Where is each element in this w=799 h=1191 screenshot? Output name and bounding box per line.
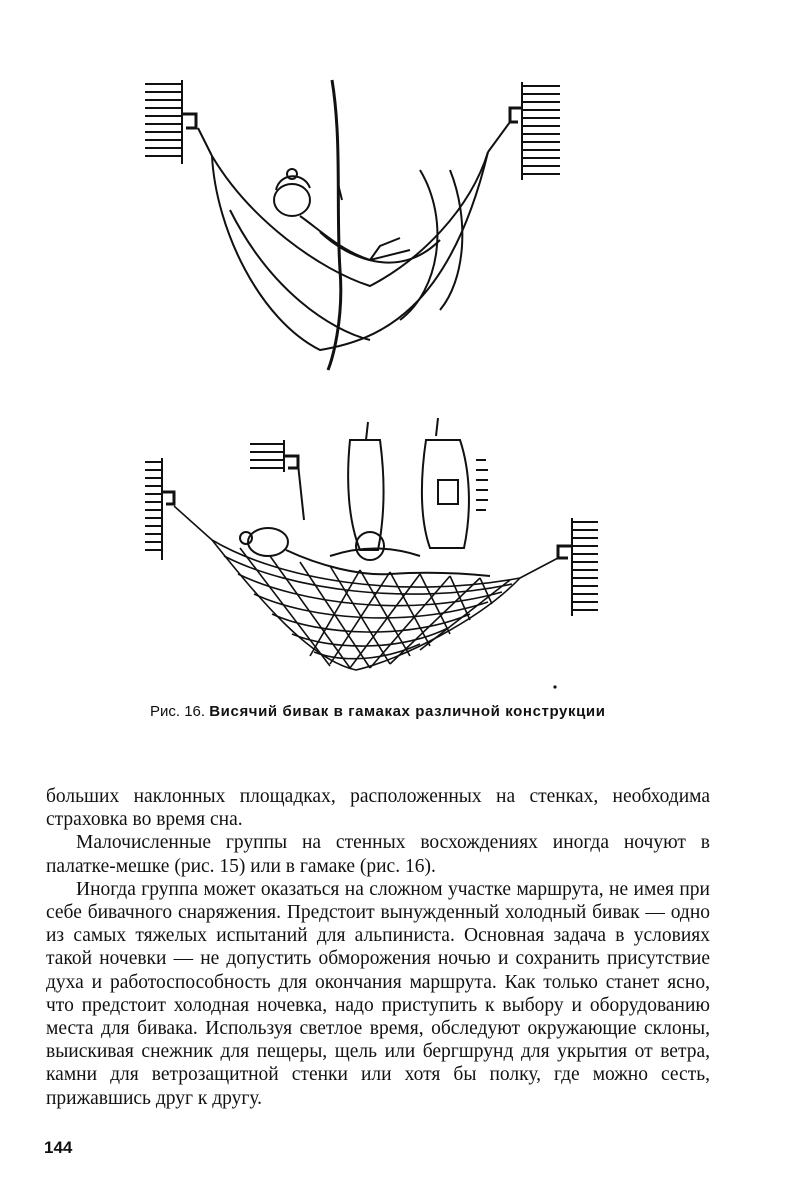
- top-left-wall: [145, 80, 182, 164]
- caption-label: Рис. 16.: [150, 703, 206, 720]
- net-hammock: [174, 506, 558, 670]
- paragraph-2: Малочисленные группы на стенных восхождениях иногда ночуют в палатке-мешке (рис. 15) или в гамаке (рис. 16).: [46, 832, 710, 877]
- body-text: [46, 785, 710, 1110]
- climber-figure-net: [240, 528, 490, 576]
- hammock-bivouac-illustration: [120, 60, 680, 700]
- bottom-right-wall: [572, 518, 598, 616]
- figure-caption: [150, 703, 620, 721]
- figure-16: [120, 60, 680, 700]
- fabric-hammock: [198, 122, 510, 350]
- hanging-rucksacks: [298, 418, 488, 560]
- bottom-left-wall: [145, 458, 162, 560]
- paragraph-1: больших наклонных площадках, расположенных на стенках, необходима страховка во время сна.: [46, 786, 710, 831]
- caption-text: Висячий бивак в гамаках различной конструкции: [209, 703, 606, 720]
- paragraph-3: Иногда группа может оказаться на сложном участке маршрута, не имея при себе бивачного снаряжения. Предстоит вынужденный холодный бивак — одно из самых тяжелых испытаний для альпиниста. Основная задача в условиях такой ночевки — не допустить обморожения ночью и сохранить присутствие духа и работоспособность для окончания маршрута. Как только станет ясно, что предстоит холодная ночевка, надо приступить к выбору и оборудованию места для бивака. Используя светлое время, обследуют окружающие склоны, выискивая снежник для пещеры, щель или бергшрунд для укрытия от ветра, камни для ветрозащитной стенки или хотя бы полку, где можно сесть, прижавшись друг к другу.: [46, 878, 710, 1109]
- page-number: 144: [44, 1138, 73, 1157]
- bottom-middle-wall: [250, 440, 284, 472]
- top-right-wall: [522, 82, 560, 180]
